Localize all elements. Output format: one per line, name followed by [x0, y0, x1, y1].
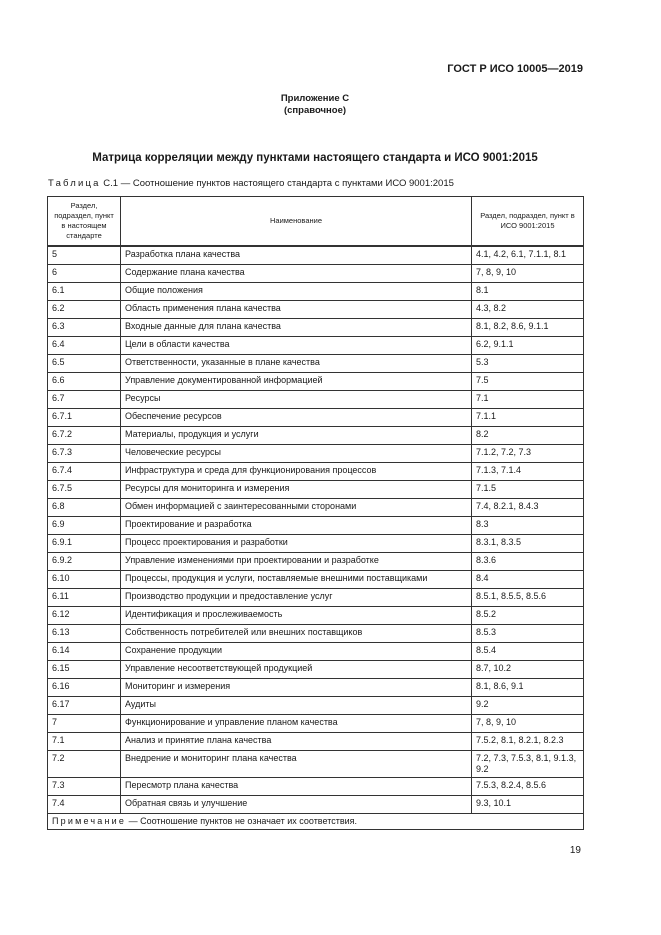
- cell-clause: 7.1: [48, 733, 121, 751]
- cell-clause: 6.10: [48, 571, 121, 589]
- cell-iso-clause: 7.1.1: [472, 409, 584, 427]
- cell-name: Проектирование и разработка: [121, 517, 472, 535]
- cell-name: Процесс проектирования и разработки: [121, 535, 472, 553]
- cell-name: Входные данные для плана качества: [121, 319, 472, 337]
- table-row: [48, 373, 584, 391]
- table-row: [48, 517, 584, 535]
- cell-name: Содержание плана качества: [121, 265, 472, 283]
- cell-clause: 6.14: [48, 643, 121, 661]
- table-row: [48, 283, 584, 301]
- cell-iso-clause: 8.5.3: [472, 625, 584, 643]
- cell-name: Область применения плана качества: [121, 301, 472, 319]
- cell-iso-clause: 8.5.1, 8.5.5, 8.5.6: [472, 589, 584, 607]
- cell-iso-clause: 7.1.3, 7.1.4: [472, 463, 584, 481]
- cell-name: Сохранение продукции: [121, 643, 472, 661]
- cell-name: Анализ и принятие плана качества: [121, 733, 472, 751]
- cell-clause: 6.3: [48, 319, 121, 337]
- table-row: [48, 391, 584, 409]
- table-row: [48, 796, 584, 814]
- table-row: [48, 246, 584, 265]
- cell-clause: 6.9.2: [48, 553, 121, 571]
- table-row: [48, 445, 584, 463]
- table-row: [48, 679, 584, 697]
- cell-clause: 6.9.1: [48, 535, 121, 553]
- cell-clause: 6.7.1: [48, 409, 121, 427]
- cell-name: Управление несоответствующей продукцией: [121, 661, 472, 679]
- section-title: Матрица корреляции между пунктами настоящего стандарта и ИСО 9001:2015: [92, 152, 538, 164]
- cell-iso-clause: 8.1, 8.6, 9.1: [472, 679, 584, 697]
- table-row: [48, 715, 584, 733]
- cell-name: Материалы, продукция и услуги: [121, 427, 472, 445]
- table-row: [48, 589, 584, 607]
- table-row: [48, 301, 584, 319]
- cell-name: Функционирование и управление планом качества: [121, 715, 472, 733]
- note-label: Примечание: [52, 816, 127, 826]
- cell-clause: 6.7.5: [48, 481, 121, 499]
- cell-clause: 7.4: [48, 796, 121, 814]
- cell-iso-clause: 7.1: [472, 391, 584, 409]
- table-row: [48, 265, 584, 283]
- cell-name: Собственность потребителей или внешних поставщиков: [121, 625, 472, 643]
- table-row: [48, 625, 584, 643]
- cell-clause: 6.13: [48, 625, 121, 643]
- cell-clause: 5: [48, 246, 121, 265]
- cell-iso-clause: 8.7, 10.2: [472, 661, 584, 679]
- cell-name: Процессы, продукция и услуги, поставляемые внешними поставщиками: [121, 571, 472, 589]
- cell-name: Аудиты: [121, 697, 472, 715]
- cell-clause: 6.9: [48, 517, 121, 535]
- table-caption-text: — Соотношение пунктов настоящего стандарта с пунктами ИСО 9001:2015: [120, 178, 454, 189]
- table-row: [48, 355, 584, 373]
- page-number: 19: [569, 845, 581, 856]
- cell-clause: 7: [48, 715, 121, 733]
- cell-name: Пересмотр плана качества: [121, 778, 472, 796]
- cell-clause: 6.8: [48, 499, 121, 517]
- cell-clause: 6.1: [48, 283, 121, 301]
- cell-clause: 6.7: [48, 391, 121, 409]
- table-row: [48, 751, 584, 778]
- cell-iso-clause: 8.3.6: [472, 553, 584, 571]
- table-caption: [48, 178, 454, 189]
- cell-clause: 6.11: [48, 589, 121, 607]
- cell-iso-clause: 7.5.2, 8.1, 8.2.1, 8.2.3: [472, 733, 584, 751]
- table-row: [48, 319, 584, 337]
- cell-iso-clause: 7.1.5: [472, 481, 584, 499]
- cell-name: Обратная связь и улучшение: [121, 796, 472, 814]
- cell-iso-clause: 7.1.2, 7.2, 7.3: [472, 445, 584, 463]
- cell-iso-clause: 7.4, 8.2.1, 8.4.3: [472, 499, 584, 517]
- cell-iso-clause: 7.5: [472, 373, 584, 391]
- appendix-title: Приложение С: [280, 93, 350, 104]
- table-row: [48, 337, 584, 355]
- table-row: [48, 499, 584, 517]
- table-row: [48, 409, 584, 427]
- table-note: [48, 814, 584, 830]
- table-row: [48, 571, 584, 589]
- cell-name: Разработка плана качества: [121, 246, 472, 265]
- cell-name: Обеспечение ресурсов: [121, 409, 472, 427]
- table-row: [48, 481, 584, 499]
- cell-iso-clause: 7, 8, 9, 10: [472, 265, 584, 283]
- cell-clause: 6: [48, 265, 121, 283]
- cell-clause: 7.3: [48, 778, 121, 796]
- cell-iso-clause: 8.1: [472, 283, 584, 301]
- cell-name: Внедрение и мониторинг плана качества: [121, 751, 472, 778]
- table-caption-number: С.1: [103, 178, 119, 189]
- cell-name: Управление документированной информацией: [121, 373, 472, 391]
- header-clause: Раздел, подраздел, пункт в настоящем стандарте: [48, 197, 121, 247]
- table-row: [48, 697, 584, 715]
- cell-iso-clause: 8.2: [472, 427, 584, 445]
- cell-name: Инфраструктура и среда для функционирования процессов: [121, 463, 472, 481]
- cell-name: Человеческие ресурсы: [121, 445, 472, 463]
- table-row: [48, 427, 584, 445]
- note-text: — Соотношение пунктов не означает их соответствия.: [128, 816, 358, 826]
- table-row: [48, 733, 584, 751]
- cell-iso-clause: 5.3: [472, 355, 584, 373]
- cell-name: Обмен информацией с заинтересованными сторонами: [121, 499, 472, 517]
- table-note-row: [48, 814, 584, 830]
- appendix-subtitle: (справочное): [283, 105, 347, 116]
- cell-clause: 6.7.3: [48, 445, 121, 463]
- table-row: [48, 553, 584, 571]
- cell-iso-clause: 7.5.3, 8.2.4, 8.5.6: [472, 778, 584, 796]
- cell-clause: 6.6: [48, 373, 121, 391]
- table-row: [48, 535, 584, 553]
- cell-clause: 6.12: [48, 607, 121, 625]
- cell-name: Производство продукции и предоставление услуг: [121, 589, 472, 607]
- cell-clause: 7.2: [48, 751, 121, 778]
- cell-iso-clause: 4.3, 8.2: [472, 301, 584, 319]
- cell-clause: 6.16: [48, 679, 121, 697]
- header-name: Наименование: [121, 197, 472, 247]
- cell-name: Ответственности, указанные в плане качества: [121, 355, 472, 373]
- table-header-row: [48, 197, 584, 247]
- cell-iso-clause: 9.3, 10.1: [472, 796, 584, 814]
- cell-iso-clause: 8.5.4: [472, 643, 584, 661]
- cell-iso-clause: 9.2: [472, 697, 584, 715]
- table-caption-label: Таблица: [48, 178, 101, 189]
- cell-iso-clause: 4.1, 4.2, 6.1, 7.1.1, 8.1: [472, 246, 584, 265]
- cell-clause: 6.2: [48, 301, 121, 319]
- table-row: [48, 607, 584, 625]
- cell-iso-clause: 7.2, 7.3, 7.5.3, 8.1, 9.1.3, 9.2: [472, 751, 584, 778]
- cell-iso-clause: 8.5.2: [472, 607, 584, 625]
- table-row: [48, 778, 584, 796]
- cell-iso-clause: 8.4: [472, 571, 584, 589]
- cell-iso-clause: 6.2, 9.1.1: [472, 337, 584, 355]
- cell-clause: 6.4: [48, 337, 121, 355]
- cell-name: Ресурсы для мониторинга и измерения: [121, 481, 472, 499]
- header-iso-clause: Раздел, подраздел, пункт в ИСО 9001:2015: [472, 197, 584, 247]
- cell-clause: 6.15: [48, 661, 121, 679]
- cell-iso-clause: 7, 8, 9, 10: [472, 715, 584, 733]
- cell-name: Цели в области качества: [121, 337, 472, 355]
- cell-name: Мониторинг и измерения: [121, 679, 472, 697]
- table-row: [48, 661, 584, 679]
- table-row: [48, 643, 584, 661]
- cell-iso-clause: 8.3.1, 8.3.5: [472, 535, 584, 553]
- cell-name: Ресурсы: [121, 391, 472, 409]
- cell-name: Общие положения: [121, 283, 472, 301]
- cell-iso-clause: 8.1, 8.2, 8.6, 9.1.1: [472, 319, 584, 337]
- cell-clause: 6.7.4: [48, 463, 121, 481]
- table-row: [48, 463, 584, 481]
- cell-clause: 6.5: [48, 355, 121, 373]
- cell-name: Управление изменениями при проектировании и разработке: [121, 553, 472, 571]
- cell-clause: 6.7.2: [48, 427, 121, 445]
- cell-iso-clause: 8.3: [472, 517, 584, 535]
- cell-clause: 6.17: [48, 697, 121, 715]
- document-code: ГОСТ Р ИСО 10005—2019: [447, 63, 583, 75]
- correlation-table: [47, 196, 584, 830]
- cell-name: Идентификация и прослеживаемость: [121, 607, 472, 625]
